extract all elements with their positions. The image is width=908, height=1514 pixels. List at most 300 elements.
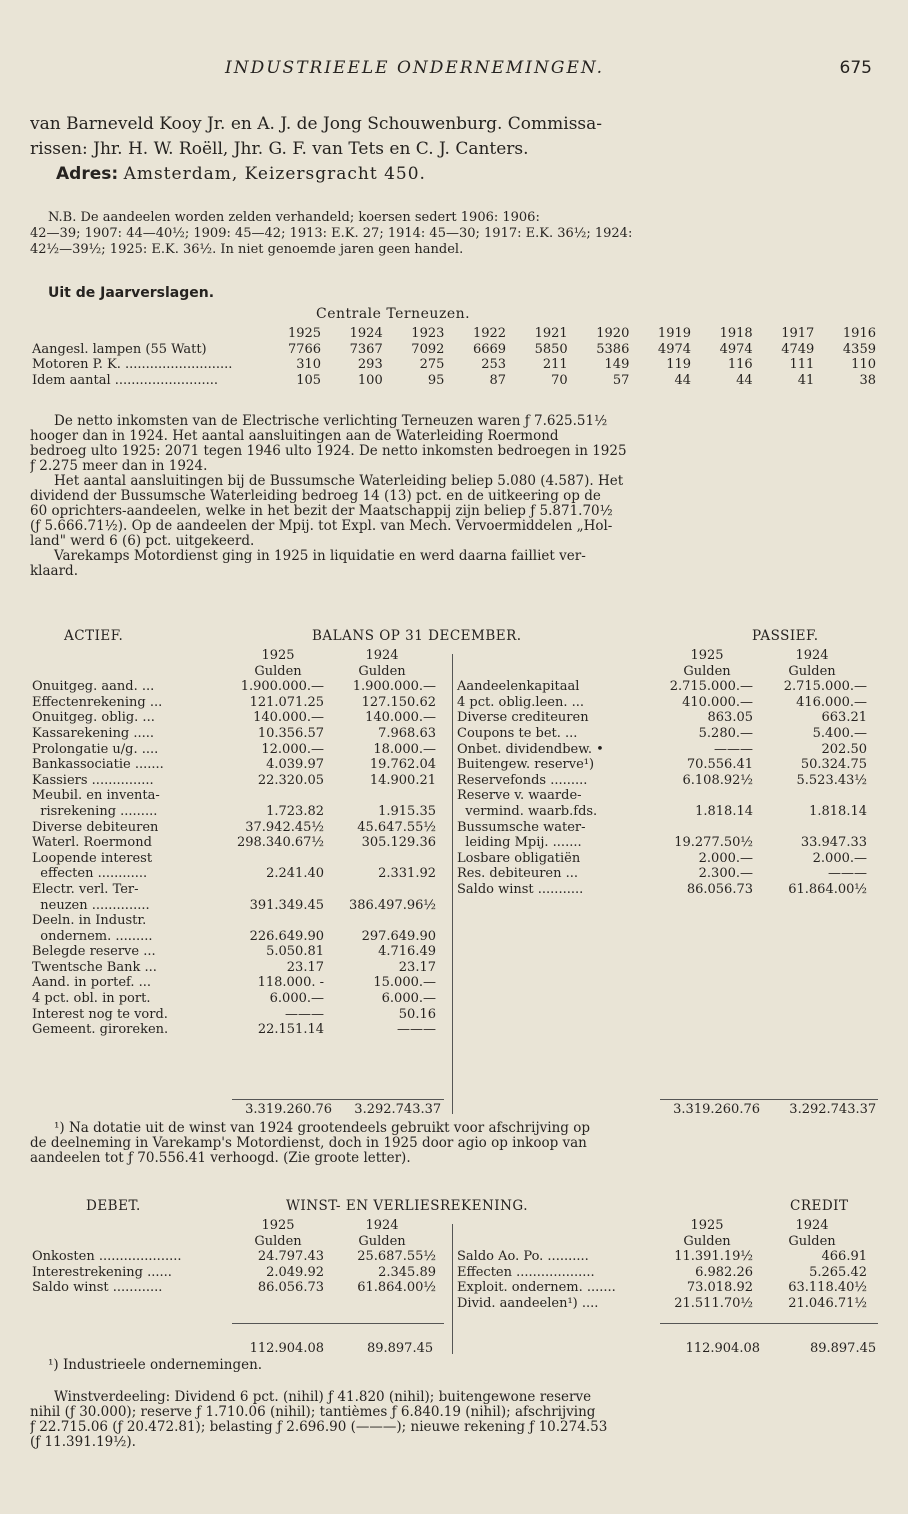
unit-header: Gulden <box>683 663 731 679</box>
row-label: Waterl. Roermond <box>32 835 152 851</box>
address-line <box>30 162 878 187</box>
table-row <box>30 373 878 389</box>
cell-value: 41 <box>797 372 815 388</box>
table-row <box>30 695 438 711</box>
year-header: 1918 <box>719 326 753 341</box>
cell-value: 2.715.000.— <box>669 679 753 695</box>
cell-value: 2.331.92 <box>378 866 436 882</box>
passief-heading: PASSIEF. <box>752 628 819 644</box>
cell-value: 4.039.97 <box>266 757 324 773</box>
cell-value <box>326 788 438 804</box>
row-label: neuzen .............. <box>32 897 150 913</box>
row-label: Saldo winst ............ <box>32 1280 163 1296</box>
cell-value: 119 <box>666 357 692 373</box>
cell-value: ——— <box>828 866 867 882</box>
row-label: Meubil. en inventa- <box>32 788 160 804</box>
column-header-row <box>455 1218 869 1234</box>
cell-value: 2.345.89 <box>378 1264 436 1280</box>
cell-value: 466.91 <box>821 1249 867 1265</box>
table-row <box>30 851 438 867</box>
cell-value <box>326 913 438 929</box>
year-header: 1925 <box>287 326 322 341</box>
table-row <box>455 835 869 851</box>
row-label: Bussumsche water- <box>457 819 586 835</box>
row-label: Belegde reserve ... <box>32 944 156 960</box>
column-header-row <box>455 648 869 664</box>
table-row <box>30 866 438 882</box>
cell-value: 5.265.42 <box>809 1264 867 1280</box>
cell-value: 4.716.49 <box>378 944 436 960</box>
row-label: Twentsche Bank ... <box>32 959 157 975</box>
text-line: De netto inkomsten van de Electrische verlichting Terneuzen waren ƒ 7.625.51½ <box>54 414 608 429</box>
table-row <box>30 1280 438 1296</box>
cell-value <box>230 788 326 804</box>
cell-value: 253 <box>481 357 507 373</box>
table-row <box>455 788 869 804</box>
year-header: 1925 <box>690 1218 724 1233</box>
cell-value: 50.16 <box>398 1006 436 1022</box>
sum-rule <box>232 1323 444 1324</box>
row-label: 4 pct. oblig.leen. ... <box>457 694 584 710</box>
cell-value: 298.340.67½ <box>236 835 324 851</box>
address-value: Amsterdam, Keizersgracht 450. <box>123 164 426 184</box>
cell-value: 6.108.92½ <box>682 772 753 788</box>
header-spacer <box>455 1218 659 1234</box>
cell-value: 149 <box>604 357 630 373</box>
column-header-row <box>30 1218 438 1234</box>
table-row <box>455 1280 869 1296</box>
cell-value: 1.723.82 <box>266 803 324 819</box>
winst-title: WINST- EN VERLIESREKENING. <box>286 1198 529 1214</box>
row-label: Res. debiteuren ... <box>457 866 579 882</box>
cell-value: 6.000.— <box>269 991 324 1007</box>
cell-value: 86.056.73 <box>257 1280 324 1296</box>
column-divider <box>452 1224 453 1354</box>
row-label: Loopende interest <box>32 850 153 866</box>
table-row <box>455 851 869 867</box>
statistics-table <box>30 326 878 388</box>
table-row <box>455 773 869 789</box>
cell-value: 10.356.57 <box>257 725 324 741</box>
cell-value: 73.018.92 <box>686 1280 753 1296</box>
footnote: ¹) Industrieele ondernemingen. <box>48 1357 263 1373</box>
table-row <box>455 757 869 773</box>
cell-value: 87 <box>489 372 507 388</box>
actief-heading: ACTIEF. <box>64 628 124 644</box>
footnote <box>30 1121 878 1166</box>
cell-value: 12.000.— <box>261 741 324 757</box>
cell-value: 57 <box>612 372 630 388</box>
year-header: 1924 <box>365 648 399 663</box>
row-label: Onbet. dividendbew. • <box>457 741 604 757</box>
row-label: 4 pct. obl. in port. <box>32 991 151 1007</box>
cell-value: 50.324.75 <box>800 757 867 773</box>
cell-value: 5.523.43½ <box>796 772 867 788</box>
header-spacer <box>455 1234 659 1250</box>
cell-value: 5850 <box>534 341 568 357</box>
cell-value: 116 <box>727 357 753 373</box>
row-label: ondernem. ......... <box>32 928 153 944</box>
cell-value: 23.17 <box>398 959 436 975</box>
cell-value <box>659 820 755 836</box>
row-label: Kassiers ............... <box>32 772 154 788</box>
cell-value: 391.349.45 <box>249 897 324 913</box>
year-header: 1917 <box>781 326 815 341</box>
cell-value: 2.715.000.— <box>783 679 867 695</box>
cell-value: 5.280.— <box>698 725 753 741</box>
text-line: nihil (ƒ 30.000); reserve ƒ 1.710.06 (nihil); tantièmes ƒ 6.840.19 (nihil); afschrijving <box>30 1405 596 1420</box>
cell-value: 105 <box>296 372 322 388</box>
profit-distribution <box>30 1390 878 1450</box>
row-label: Interest nog te vord. <box>32 1006 168 1022</box>
column-header-row <box>455 664 869 680</box>
row-label: Saldo Ao. Po. .......... <box>457 1249 589 1265</box>
column-divider <box>452 654 453 1114</box>
page-header <box>0 58 908 82</box>
cell-value: 4359 <box>842 341 876 357</box>
header-spacer <box>30 1234 230 1250</box>
total-value: 89.897.45 <box>366 1341 434 1356</box>
cell-value: 38 <box>859 372 876 388</box>
cell-value <box>659 788 755 804</box>
cell-value: 70.556.41 <box>686 757 753 773</box>
year-header: 1923 <box>411 326 445 341</box>
text-line: ƒ 2.275 meer dan in 1924. <box>30 459 208 474</box>
row-label: vermind. waarb.fds. <box>457 803 598 819</box>
cell-value: 61.864.00½ <box>357 1280 436 1296</box>
header-spacer <box>30 664 230 680</box>
year-header: 1919 <box>657 326 692 341</box>
table-row <box>30 788 438 804</box>
cell-value: 305.129.36 <box>361 835 436 851</box>
table-row <box>455 710 869 726</box>
cell-value: 4749 <box>781 341 815 357</box>
cell-value: 7092 <box>411 341 445 357</box>
total-value: 3.319.260.76 <box>673 1102 760 1117</box>
cell-value: 61.864.00½ <box>788 881 867 897</box>
total-value: 3.292.743.37 <box>354 1102 442 1117</box>
row-label: Prolongatie u/g. .... <box>32 741 159 757</box>
total-value: 112.904.08 <box>685 1341 760 1356</box>
table-row <box>455 882 869 898</box>
cell-value: 121.071.25 <box>249 694 324 710</box>
column-header-row <box>30 648 438 664</box>
text-line: (ƒ 5.666.71½). Op de aandeelen der Mpij. tot Expl. van Mech. Vervoermiddelen „Hol- <box>30 519 613 534</box>
year-header: 1916 <box>842 326 876 341</box>
cell-value: 18.000.— <box>373 741 436 757</box>
text-line: Varekamps Motordienst ging in 1925 in liquidatie en werd daarna failliet ver- <box>54 549 586 564</box>
row-label: Reservefonds ......... <box>457 772 588 788</box>
unit-header: Gulden <box>254 1233 302 1249</box>
table-row <box>455 695 869 711</box>
row-label: Coupons te bet. ... <box>457 725 578 741</box>
cell-value: 24.797.43 <box>257 1249 324 1265</box>
unit-header: Gulden <box>358 663 406 679</box>
year-header: 1924 <box>349 326 383 341</box>
row-label: Saldo winst ........... <box>457 881 584 897</box>
intro-block <box>30 112 878 187</box>
cell-value: 5.400.— <box>812 725 867 741</box>
table-row <box>30 679 438 695</box>
text-line: Winstverdeeling: Dividend 6 pct. (nihil) ƒ 41.820 (nihil); buitengewone reserve <box>54 1390 592 1405</box>
cell-value: 86.056.73 <box>686 881 753 897</box>
row-label: Aangesl. lampen (55 Watt) <box>32 341 207 357</box>
passief-table <box>455 648 869 898</box>
table-row <box>455 1296 869 1312</box>
cell-value: 6.982.26 <box>695 1264 753 1280</box>
table-row <box>30 835 438 851</box>
year-header: 1925 <box>261 648 295 663</box>
text-line: ƒ 22.715.06 (ƒ 20.472.81); belasting ƒ 2.696.90 (———); nieuwe rekening ƒ 10.274.53 <box>30 1420 608 1435</box>
year-header: 1925 <box>690 648 724 663</box>
debet-totals <box>232 1341 444 1356</box>
header-spacer <box>455 648 659 664</box>
page-number: 675 <box>839 58 872 78</box>
table-header-row <box>30 326 878 342</box>
row-label: Divid. aandeelen¹) .... <box>457 1295 599 1311</box>
credit-table <box>455 1218 869 1312</box>
cell-value: 7.968.63 <box>378 725 436 741</box>
table-row <box>30 991 438 1007</box>
row-label: Idem aantal ......................... <box>32 372 219 388</box>
debet-heading: DEBET. <box>86 1198 141 1214</box>
row-label: Buitengew. reserve¹) <box>457 757 595 773</box>
text-line: bedroeg ulto 1925: 2071 tegen 1946 ulto 1924. De netto inkomsten bedroegen in 1925 <box>30 444 627 459</box>
intro-line: rissen: Jhr. H. W. Roëll, Jhr. G. F. van Tets en C. J. Canters. <box>30 139 529 159</box>
cell-value: 310 <box>296 357 322 373</box>
section-heading: Uit de Jaarverslagen. <box>48 285 215 301</box>
cell-value: 7367 <box>349 341 383 357</box>
row-label: risrekening ......... <box>32 803 158 819</box>
balans-title: BALANS OP 31 DECEMBER. <box>312 628 522 644</box>
total-value: 3.292.743.37 <box>789 1102 877 1117</box>
row-label: Interestrekening ...... <box>32 1264 172 1280</box>
table-row <box>30 742 438 758</box>
column-header-row <box>30 664 438 680</box>
table-row <box>30 913 438 929</box>
table-row <box>30 960 438 976</box>
year-header: 1924 <box>795 1218 829 1233</box>
row-label: Diverse crediteuren <box>457 710 589 726</box>
cell-value: 410.000.— <box>682 694 753 710</box>
cell-value: ——— <box>714 741 753 757</box>
row-label: Aand. in portef. ... <box>32 975 152 991</box>
row-label: Aandeelenkapitaal <box>457 679 580 695</box>
table-row <box>30 757 438 773</box>
text-line: hooger dan in 1924. Het aantal aansluitingen aan de Waterleiding Roermond <box>30 429 559 444</box>
year-header: 1920 <box>596 326 630 341</box>
unit-header: Gulden <box>358 1233 406 1249</box>
cell-value: ——— <box>285 1006 324 1022</box>
table-row <box>455 679 869 695</box>
unit-header: Gulden <box>254 663 302 679</box>
unit-header: Gulden <box>683 1233 731 1249</box>
table-row <box>455 866 869 882</box>
cell-value: 70 <box>551 372 568 388</box>
cell-value <box>230 882 326 898</box>
row-label: Onkosten .................... <box>32 1249 182 1265</box>
year-header: 1925 <box>261 1218 295 1233</box>
cell-value: 4974 <box>657 341 692 357</box>
cell-value: 44 <box>674 372 692 388</box>
cell-value: 140.000.— <box>365 710 436 726</box>
row-label: Electr. verl. Ter- <box>32 881 139 897</box>
cell-value: 23.17 <box>286 959 324 975</box>
cell-value: 15.000.— <box>373 975 436 991</box>
actief-totals <box>232 1102 444 1117</box>
sum-rule <box>660 1099 878 1100</box>
cell-value: 118.000. - <box>257 975 324 991</box>
cell-value: 2.300.— <box>698 866 753 882</box>
sum-rule <box>660 1323 878 1324</box>
row-label: effecten ............ <box>32 866 148 882</box>
row-label: Reserve v. waarde- <box>457 788 582 804</box>
table-row <box>30 1249 438 1265</box>
cell-value: 37.942.45½ <box>245 819 324 835</box>
table-row <box>30 1007 438 1023</box>
table-row <box>455 726 869 742</box>
table-row <box>455 804 869 820</box>
row-label: Deeln. in Industr. <box>32 913 147 929</box>
credit-heading: CREDIT <box>790 1198 849 1214</box>
table-row <box>30 710 438 726</box>
cell-value: 19.762.04 <box>369 757 436 773</box>
table-row <box>30 773 438 789</box>
table-row <box>30 1265 438 1281</box>
cell-value: 95 <box>427 372 445 388</box>
row-label: leiding Mpij. ....... <box>457 835 582 851</box>
cell-value <box>755 820 869 836</box>
year-header: 1924 <box>365 1218 399 1233</box>
cell-value: 22.151.14 <box>257 1022 324 1038</box>
report-text <box>30 414 878 579</box>
cell-value: 2.241.40 <box>266 866 324 882</box>
header-spacer <box>455 664 659 680</box>
cell-value: 2.000.— <box>812 850 867 866</box>
cell-value: 386.497.96½ <box>348 897 436 913</box>
cell-value: 863.05 <box>707 710 753 726</box>
cell-value: 111 <box>789 357 815 373</box>
cell-value: ——— <box>397 1022 436 1038</box>
cell-value: 2.049.92 <box>266 1264 324 1280</box>
cell-value: 44 <box>736 372 753 388</box>
cell-value: 19.277.50½ <box>674 835 753 851</box>
cell-value: 202.50 <box>821 741 867 757</box>
cell-value: 7766 <box>287 341 322 357</box>
cell-value: 11.391.19½ <box>674 1249 753 1265</box>
unit-header: Gulden <box>788 1233 836 1249</box>
cell-value: 5.050.81 <box>266 944 324 960</box>
year-header: 1922 <box>472 326 507 341</box>
intro-line: van Barneveld Kooy Jr. en A. J. de Jong Schouwenburg. Commissa- <box>30 114 603 134</box>
cell-value: 21.511.70½ <box>674 1295 753 1311</box>
row-label: Effecten ................... <box>457 1264 595 1280</box>
row-label: Effectenrekening ... <box>32 694 163 710</box>
text-line: ¹) Na dotatie uit de winst van 1924 grootendeels gebruikt voor afschrijving op <box>54 1121 590 1136</box>
table-row <box>30 726 438 742</box>
column-header-row <box>30 1234 438 1250</box>
passief-totals <box>660 1102 878 1117</box>
table-row <box>30 929 438 945</box>
nb-line: 42½—39½; 1925: E.K. 36½. In niet genoemde jaren geen handel. <box>30 242 464 257</box>
header-spacer <box>30 1218 230 1234</box>
cell-value: 663.21 <box>821 710 867 726</box>
cell-value <box>326 882 438 898</box>
text-line: aandeelen tot ƒ 70.556.41 verhoogd. (Zie groote letter). <box>30 1151 411 1166</box>
table-row <box>30 944 438 960</box>
row-label: Motoren P. K. .......................... <box>32 357 233 373</box>
credit-totals <box>660 1341 878 1356</box>
debet-table <box>30 1218 438 1296</box>
cell-value: 100 <box>357 372 383 388</box>
cell-value: 226.649.90 <box>249 928 324 944</box>
text-line: klaard. <box>30 564 78 579</box>
cell-value: 1.915.35 <box>378 803 436 819</box>
text-line: land" werd 6 (6) pct. uitgekeerd. <box>30 534 255 549</box>
cell-value: 1.818.14 <box>809 803 867 819</box>
nb-line: 42—39; 1907: 44—40½; 1909: 45—42; 1913: E.K. 27; 1914: 45—30; 1917: E.K. 36½; 1924: <box>30 226 633 241</box>
cell-value: 416.000.— <box>796 694 867 710</box>
cell-value: 1.900.000.— <box>240 679 324 695</box>
total-value: 112.904.08 <box>249 1341 324 1356</box>
sum-rule <box>232 1099 444 1100</box>
table-row <box>30 804 438 820</box>
text-line: de deelneming in Varekamp's Motordienst, doch in 1925 door agio op inkoop van <box>30 1136 587 1151</box>
header-spacer <box>30 648 230 664</box>
cell-value: 14.900.21 <box>369 772 436 788</box>
table-row <box>30 898 438 914</box>
cell-value <box>755 788 869 804</box>
table-row <box>455 1265 869 1281</box>
cell-value: 127.150.62 <box>361 694 436 710</box>
cell-value: 1.900.000.— <box>352 679 436 695</box>
table-row <box>30 882 438 898</box>
table-row <box>455 820 869 836</box>
year-header: 1921 <box>534 326 568 341</box>
cell-value: 110 <box>851 357 876 373</box>
row-label: Kassarekening ..... <box>32 725 155 741</box>
table-row <box>30 342 878 358</box>
table-row <box>455 742 869 758</box>
unit-header: Gulden <box>788 663 836 679</box>
cell-value: 5386 <box>596 341 630 357</box>
text-line: 60 oprichters-aandeelen, welke in het bezit der Maatschappij zijn beliep ƒ 5.871.70½ <box>30 504 613 519</box>
table-row <box>455 1249 869 1265</box>
cell-value: 33.947.33 <box>800 835 867 851</box>
row-label: Diverse debiteuren <box>32 819 159 835</box>
cell-value: 211 <box>542 357 568 373</box>
nb-line: N.B. De aandeelen worden zelden verhandeld; koersen sedert 1906: 1906: <box>48 210 540 225</box>
row-label: Gemeent. giroreken. <box>32 1022 169 1038</box>
nb-note <box>30 210 878 258</box>
row-label: Onuitgeg. oblig. ... <box>32 710 155 726</box>
cell-value: 25.687.55½ <box>357 1249 436 1265</box>
year-header: 1924 <box>795 648 829 663</box>
cell-value: 293 <box>357 357 383 373</box>
cell-value: 21.046.71½ <box>788 1295 867 1311</box>
cell-value: 140.000.— <box>253 710 324 726</box>
cell-value: 45.647.55½ <box>357 819 436 835</box>
table-row <box>30 975 438 991</box>
table-title: Centrale Terneuzen. <box>316 306 471 322</box>
text-line: dividend der Bussumsche Waterleiding bedroeg 14 (13) pct. en de uitkeering op de <box>30 489 601 504</box>
cell-value: 4974 <box>719 341 753 357</box>
address-label: Adres: <box>56 164 119 184</box>
table-row <box>30 1022 438 1038</box>
cell-value: 1.818.14 <box>695 803 753 819</box>
cell-value: 297.649.90 <box>361 928 436 944</box>
cell-value: 6.000.— <box>381 991 436 1007</box>
